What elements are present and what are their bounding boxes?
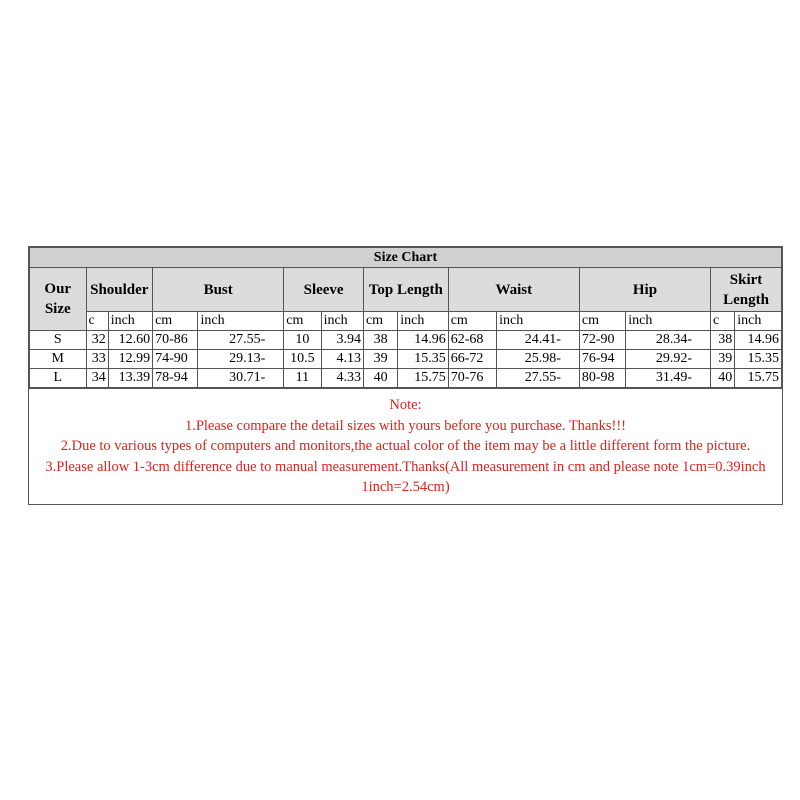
top-cm: 39 [363, 350, 397, 369]
hip-cm: 76-94 [579, 350, 625, 369]
hip-inch: 31.49- [626, 369, 711, 388]
sleeve-cm: 11 [284, 369, 321, 388]
bust-inch: 30.71- [198, 369, 284, 388]
hip-inch: 29.92- [626, 350, 711, 369]
unit-waist-inch: inch [497, 312, 580, 331]
chart-title: Size Chart [30, 248, 782, 268]
unit-hip-inch: inch [626, 312, 711, 331]
shoulder-inch: 12.60 [108, 331, 152, 350]
table-row [30, 331, 782, 350]
shoulder-cm: 34 [86, 369, 108, 388]
bust-cm: 74-90 [153, 350, 198, 369]
skirt-inch: 15.75 [735, 369, 782, 388]
waist-inch: 25.98- [497, 350, 580, 369]
unit-sleeve-cm: cm [284, 312, 321, 331]
hip-inch: 28.34- [626, 331, 711, 350]
size-label: S [30, 331, 87, 350]
bust-inch: 27.55- [198, 331, 284, 350]
table-row [30, 369, 782, 388]
unit-bust-inch: inch [198, 312, 284, 331]
top-inch: 14.96 [398, 331, 448, 350]
notes-heading: Note: [389, 397, 422, 413]
note-line-3: 3.Please allow 1-3cm difference due to manual measurement.Thanks(All measurement in cm and please note 1cm=0.39inch 1inch=2.54cm) [45, 458, 766, 495]
notes-section [29, 388, 782, 504]
skirt-cm: 40 [711, 369, 735, 388]
skirt-cm: 39 [711, 350, 735, 369]
note-line-2: 2.Due to various types of computers and monitors,the actual color of the item may be a little different form the picture. [60, 438, 751, 454]
header-bust: Bust [153, 268, 284, 312]
bust-cm: 78-94 [153, 369, 198, 388]
sleeve-cm: 10 [284, 331, 321, 350]
unit-skirt-cm: c [711, 312, 735, 331]
unit-bust-cm: cm [153, 312, 198, 331]
unit-top-inch: inch [398, 312, 448, 331]
sleeve-inch: 3.94 [321, 331, 363, 350]
hip-cm: 72-90 [579, 331, 625, 350]
unit-waist-cm: cm [448, 312, 496, 331]
top-cm: 38 [363, 331, 397, 350]
unit-sleeve-inch: inch [321, 312, 363, 331]
top-cm: 40 [363, 369, 397, 388]
size-chart [28, 246, 783, 505]
unit-top-cm: cm [363, 312, 397, 331]
header-top-length: Top Length [363, 268, 448, 312]
table-row [30, 350, 782, 369]
bust-cm: 70-86 [153, 331, 198, 350]
unit-skirt-inch: inch [735, 312, 782, 331]
waist-cm: 62-68 [448, 331, 496, 350]
shoulder-inch: 13.39 [108, 369, 152, 388]
size-label: M [30, 350, 87, 369]
waist-cm: 70-76 [448, 369, 496, 388]
header-sleeve: Sleeve [284, 268, 364, 312]
top-inch: 15.35 [398, 350, 448, 369]
waist-inch: 24.41- [497, 331, 580, 350]
size-table [29, 247, 782, 388]
skirt-inch: 14.96 [735, 331, 782, 350]
top-inch: 15.75 [398, 369, 448, 388]
sleeve-cm: 10.5 [284, 350, 321, 369]
waist-cm: 66-72 [448, 350, 496, 369]
size-label: L [30, 369, 87, 388]
shoulder-inch: 12.99 [108, 350, 152, 369]
header-waist: Waist [448, 268, 579, 312]
skirt-cm: 38 [711, 331, 735, 350]
header-hip: Hip [579, 268, 710, 312]
header-our-size: Our Size [30, 268, 87, 331]
shoulder-cm: 32 [86, 331, 108, 350]
unit-shoulder-cm: c [86, 312, 108, 331]
hip-cm: 80-98 [579, 369, 625, 388]
bust-inch: 29.13- [198, 350, 284, 369]
waist-inch: 27.55- [497, 369, 580, 388]
unit-shoulder-inch: inch [108, 312, 152, 331]
unit-hip-cm: cm [579, 312, 625, 331]
skirt-inch: 15.35 [735, 350, 782, 369]
sleeve-inch: 4.33 [321, 369, 363, 388]
shoulder-cm: 33 [86, 350, 108, 369]
sleeve-inch: 4.13 [321, 350, 363, 369]
header-shoulder: Shoulder [86, 268, 153, 312]
header-skirt-length: Skirt Length [711, 268, 782, 312]
note-line-1: 1.Please compare the detail sizes with yours before you purchase. Thanks!!! [184, 417, 627, 434]
